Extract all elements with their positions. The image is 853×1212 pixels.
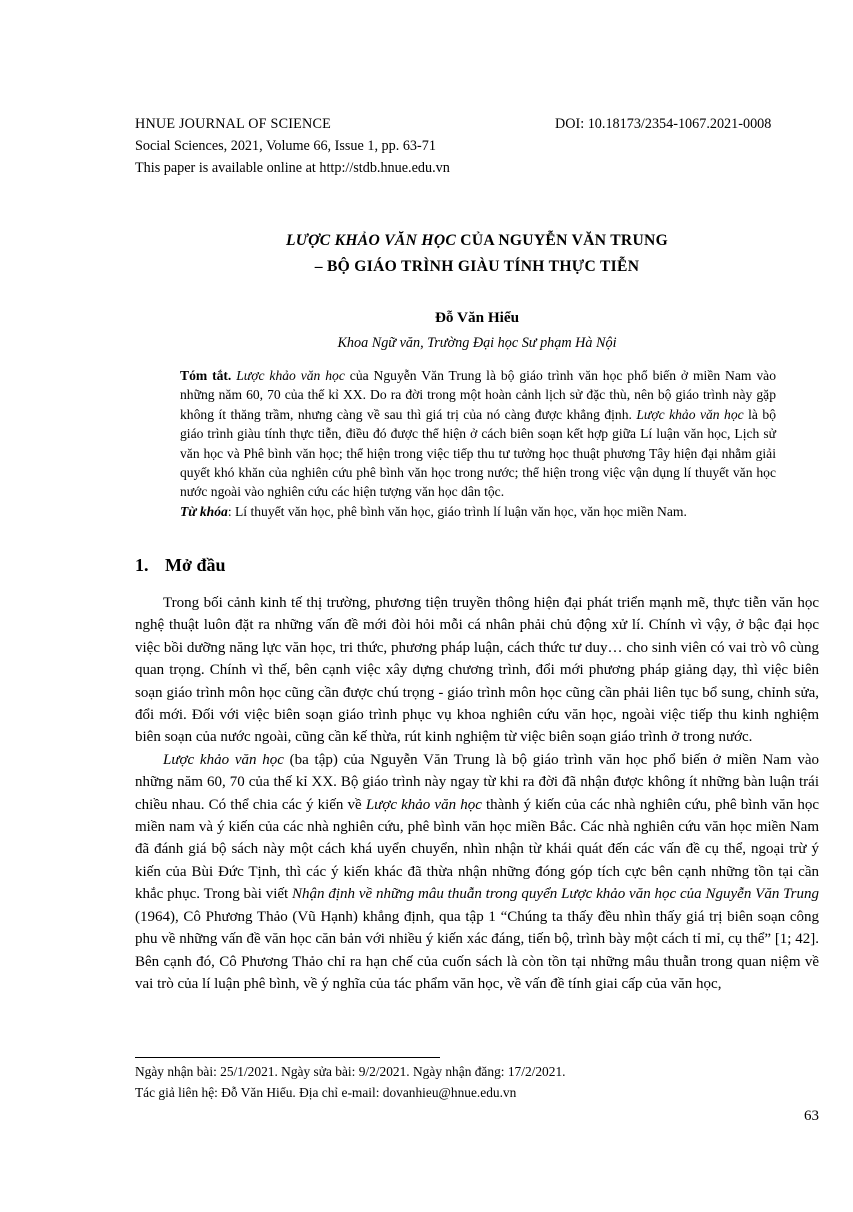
title-line2: – BỘ GIÁO TRÌNH GIÀU TÍNH THỰC TIỄN xyxy=(314,258,640,275)
abstract-work-title-1: Lược khảo văn học xyxy=(236,368,345,383)
abstract-segment-2: là bộ giáo trình giàu tính thực tiễn, điều đó được thể hiện ở cách biên soạn kết hợp giữa Lí luận văn học, Lịch sử văn học và Phê bình văn học; thể hiện trong việc tiếp thu tư tưởng học thuật phương Tây hiện đại nhằm giải quyết khó khăn của nghiên cứu phê bình văn học trong nước; thể hiện trong việc vận dụng lí thuyết văn học nước ngoài vào nghiên cứu các hiện tượng văn học dân tộc. xyxy=(180,406,777,500)
journal-name: HNUE JOURNAL OF SCIENCE xyxy=(135,116,332,132)
section-heading xyxy=(135,552,735,578)
section-number: 1. xyxy=(135,555,149,575)
footnote-dates: Ngày nhận bài: 25/1/2021. Ngày sửa bài: 9/2/2021. Ngày nhận đăng: 17/2/2021. xyxy=(135,1064,566,1079)
title-work-name: LƯỢC KHẢO VĂN HỌC xyxy=(285,232,457,249)
body-paragraph-1: Trong bối cảnh kinh tế thị trường, phương tiện truyền thông hiện đại phát triển mạnh mẽ, thực tiễn văn học nghệ thuật luôn đặt ra những vấn đề mới đòi hỏi mỗi cá nhân phải chủ động xử lí. Chính vì vậy, ở bậc đại học việc bồi dưỡng năng lực văn học, tri thức, phương pháp luận, cách thức tư duy… cho sinh viên có vai trò vô cùng quan trọng. Chính vì thế, bên cạnh việc xây dựng chương trình, đổi mới phương pháp giảng dạy, thì việc biên soạn giáo trình môn học cũng cần được chú trọng - giáo trình môn học cũng cần phải liên tục bổ sung, chỉnh sửa, đổi mới. Đối với việc biên soạn giáo trình phục vụ khoa nghiên cứu văn học, ngoài việc tiếp thu kinh nghiệm biên soạn của nước ngoài, cũng cần kế thừa, rút kinh nghiệm từ việc biên soạn giáo trình ở trong nước. xyxy=(135,595,819,746)
body-paragraph-2 xyxy=(135,749,819,995)
journal-issue-line: Social Sciences, 2021, Volume 66, Issue 1, pp. 63-71 xyxy=(135,138,436,154)
section-title: Mở đầu xyxy=(165,555,226,575)
footnote-divider xyxy=(135,1057,440,1058)
keywords-text: : Lí thuyết văn học, phê bình văn học, giáo trình lí luận văn học, văn học miền Nam. xyxy=(227,503,687,519)
para2-work-title-1: Lược khảo văn học xyxy=(163,751,284,768)
para2-work-title-2: Lược khảo văn học xyxy=(365,796,482,813)
footnote-contact: Tác giả liên hệ: Đỗ Văn Hiểu. Địa chỉ e-mail: dovanhieu@hnue.edu.vn xyxy=(135,1085,517,1100)
keywords-label: Từ khóa xyxy=(180,503,228,519)
journal-online-line: This paper is available online at http://stdb.hnue.edu.vn xyxy=(135,160,450,176)
para2-segment-2: thành ý kiến của các nhà nghiên cứu, phê bình văn học miền nam và ý kiến của các nhà nghiên cứu, phê bình văn học miền Bắc. Các nhà nghiên cứu văn học miền Nam đã đánh giá bộ sách này một cách khá uyển chuyển, nhìn nhận từ khái quát đến các vấn đề cụ thể, ngoại trừ ý kiến của Bùi Đức Tịnh, thì các ý kiến khác đã thừa nhận những đóng góp tích cực bên cạnh những tồn tại cần khắc phục. Trong bài viết xyxy=(135,796,819,903)
journal-header-row xyxy=(135,113,819,135)
abstract-label: Tóm tắt. xyxy=(180,368,232,383)
abstract-work-title-2: Lược khảo văn học xyxy=(636,406,744,422)
doi-text: DOI: 10.18173/2354-1067.2021-0008 xyxy=(555,116,772,132)
keywords-line xyxy=(180,502,776,521)
title-block xyxy=(135,228,819,353)
para2-segment-1: (ba tập) của Nguyễn Văn Trung là bộ giáo trình văn học phổ biến ở miền Nam vào những năm 60, 70 của thế kỉ XX. Bộ giáo trình này ngay từ khi ra đời đã nhận được không ít những bàn luận trái chiều nhau. Có thể chia các ý kiến về xyxy=(135,751,819,813)
page-title xyxy=(135,228,819,280)
body-content xyxy=(135,592,819,995)
page-number: 63 xyxy=(804,1108,819,1124)
abstract-paragraph xyxy=(180,366,776,502)
para2-article-title: Nhận định về những mâu thuẫn trong quyển Lược khảo văn học của Nguyễn Văn Trung xyxy=(292,886,819,903)
abstract-block xyxy=(180,366,776,521)
author-name: Đỗ Văn Hiểu xyxy=(434,309,520,326)
title-line1-rest: CỦA NGUYỄN VĂN TRUNG xyxy=(456,232,669,249)
footnote-block xyxy=(135,1061,735,1103)
para2-segment-3: (1964), Cô Phương Thảo (Vũ Hạnh) khẳng định, qua tập 1 “Chúng ta thấy đều nhìn thấy giá trị biên soạn công phu về những vấn đề văn học căn bản với nhiều ý kiến xác đáng, tiến bộ, trình bày một cách tỉ mỉ, cụ thể” [1; 42]. Bên cạnh đó, Cô Phương Thảo chỉ ra hạn chế của cuốn sách là còn tồn tại những mâu thuẫn trong quan niệm về vai trò của lí luận phê bình, về ý nghĩa của tác phẩm văn học, về vấn đề tính giai cấp của văn học, xyxy=(135,908,819,992)
abstract-segment-1: của Nguyễn Văn Trung là bộ giáo trình văn học phổ biến ở miền Nam vào những năm 60, 70 của thế kỉ XX. Do ra đời trong một hoàn cảnh lịch sử đặc thù, nên bộ giáo trình này gặp không ít thăng trầm, nhưng càng về sau thì giá trị của nó càng được khẳng định. xyxy=(180,368,776,422)
journal-header xyxy=(135,113,819,179)
author-affiliation: Khoa Ngữ văn, Trường Đại học Sư phạm Hà Nội xyxy=(337,335,617,351)
